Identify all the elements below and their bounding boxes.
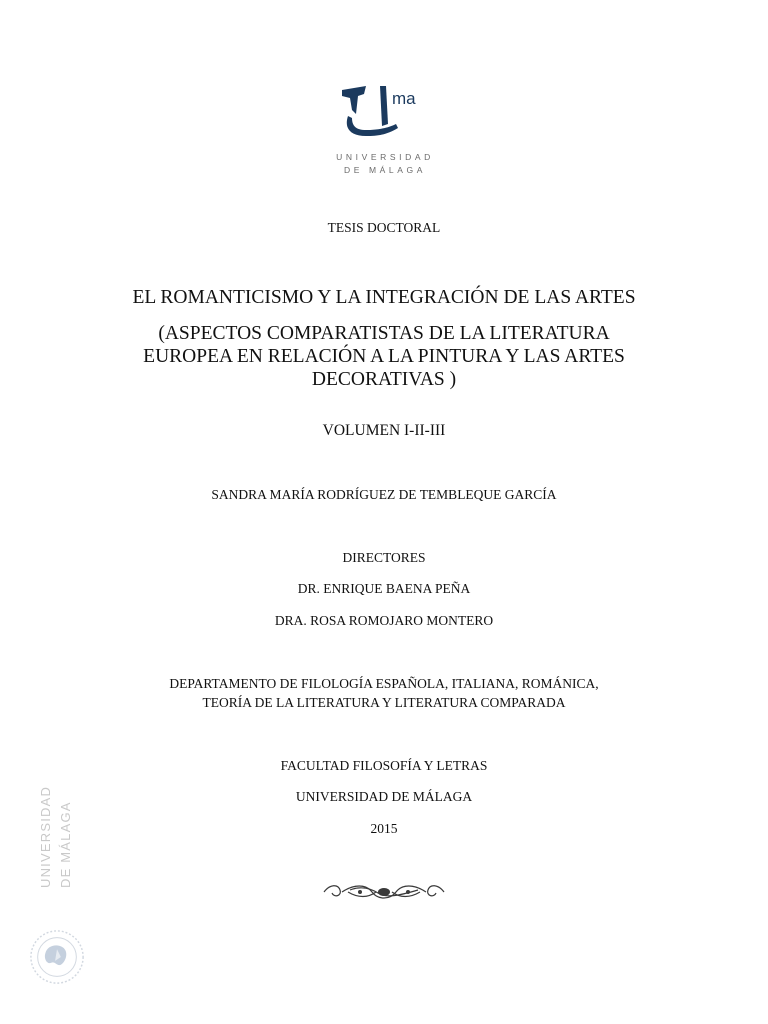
thesis-subtitle-line-1: (ASPECTOS COMPARATISTAS DE LA LITERATURA: [158, 323, 610, 344]
university-name: UNIVERSIDAD DE MÁLAGA: [295, 789, 473, 804]
logo-mark-text: ma: [392, 89, 416, 108]
university-seal-icon: [28, 928, 86, 986]
author-name: SANDRA MARÍA RODRÍGUEZ DE TEMBLEQUE GARCÍA: [211, 487, 557, 502]
logo-text-line1: UNIVERSIDAD: [336, 152, 434, 162]
document-type: TESIS DOCTORAL: [327, 220, 441, 235]
volume-label: VOLUMEN I-II-III: [322, 422, 446, 439]
thesis-subtitle-line-2: EUROPEA EN RELACIÓN A LA PINTURA Y LAS ARTES: [143, 346, 625, 367]
department-line-1: DEPARTAMENTO DE FILOLOGÍA ESPAÑOLA, ITALIANA, ROMÁNICA,: [169, 676, 599, 691]
director-2: DRA. ROSA ROMOJARO MONTERO: [274, 613, 494, 628]
director-1: DR. ENRIQUE BAENA PEÑA: [297, 581, 471, 596]
department-line-2: TEORÍA DE LA LITERATURA Y LITERATURA COMPARADA: [202, 695, 566, 710]
watermark-line-2: DE MÁLAGA: [58, 801, 73, 888]
thesis-title: EL ROMANTICISMO Y LA INTEGRACIÓN DE LAS ARTES: [132, 287, 636, 308]
watermark-line-1: UNIVERSIDAD: [38, 785, 53, 888]
thesis-subtitle-line-3: DECORATIVAS ): [311, 369, 457, 390]
year: 2015: [370, 821, 398, 836]
logo-text-line2: DE MÁLAGA: [344, 165, 426, 175]
directors-label: DIRECTORES: [342, 550, 426, 565]
decorative-ornament-icon: [320, 880, 448, 904]
faculty-name: FACULTAD FILOSOFÍA Y LETRAS: [280, 758, 488, 773]
